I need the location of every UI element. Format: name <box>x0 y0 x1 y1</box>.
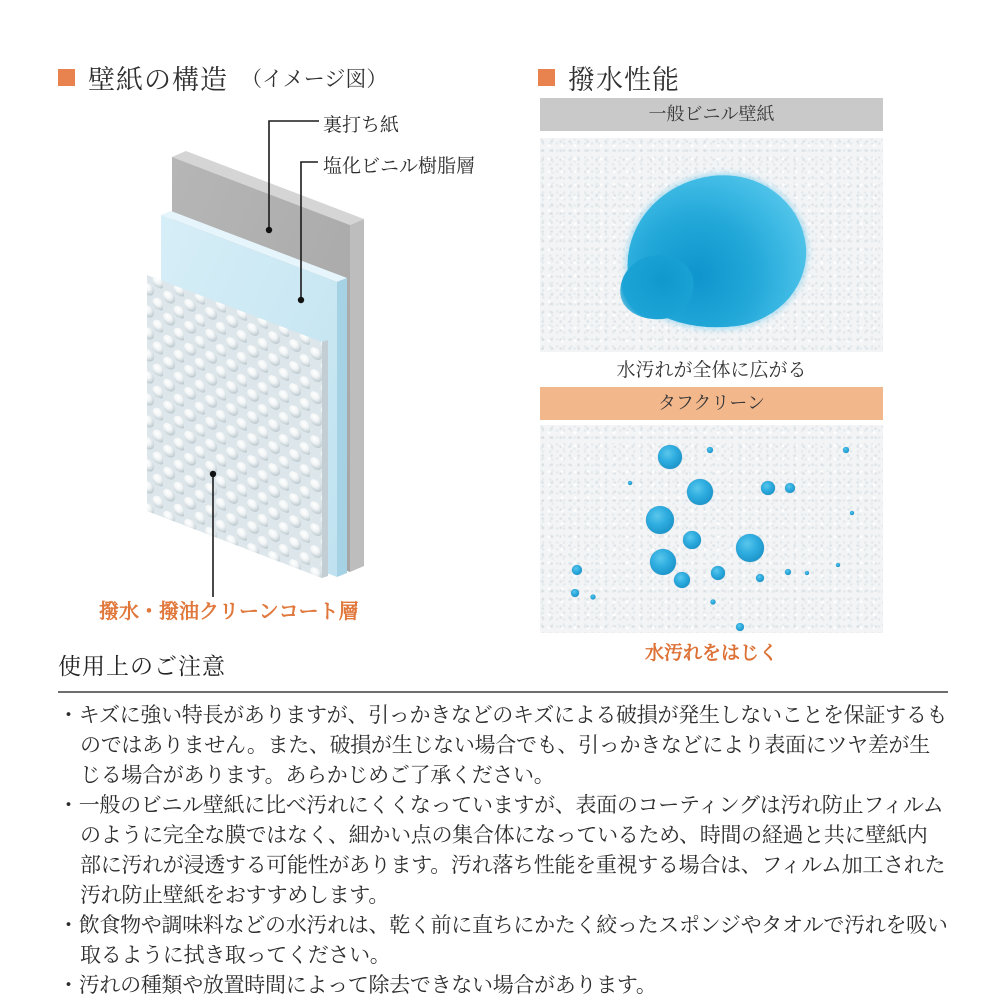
wallpaper-structure-title-text: 壁紙の構造 <box>88 65 228 95</box>
usage-notes-section <box>58 648 948 1000</box>
general-vinyl-caption: 水汚れが全体に広がる <box>616 360 807 381</box>
water-droplets-graphic <box>540 425 883 633</box>
usage-note-item: ・汚れの種類や放置時間によって除去できない場合があります。 <box>58 974 657 997</box>
usage-note-item: ・キズに強い特長がありますが、引っかきなどのキズによる破損が発生しないことを保証するものではありません。また、破損が生じない場合でも、引っかきなどにより表面にツヤ差が生じる場合があります。あらかじめご了承ください。 <box>58 704 948 787</box>
backing-paper-label: 裏打ち紙 <box>323 115 400 136</box>
wallpaper-structure-title-suffix: （イメージ図） <box>241 67 388 91</box>
tough-clean-photo <box>540 425 883 633</box>
water-stain-spread-blob <box>617 166 814 339</box>
tough-clean-caption: 水汚れをはじく <box>644 643 778 664</box>
usage-notes-list <box>58 701 948 1000</box>
wallpaper-structure-title <box>58 58 387 97</box>
general-vinyl-photo <box>540 138 883 352</box>
vinyl-resin-label: 塩化ビニル樹脂層 <box>323 156 476 177</box>
orange-square-bullet-icon <box>538 69 555 86</box>
usage-note-item: ・一般のビニル壁紙に比べ汚れにくくなっていますが、表面のコーティングは汚れ防止フィルムのように完全な膜ではなく、細かい点の集合体になっているため、時間の経過と共に壁紙内部に汚れが浸透する可能性があります。汚れ落ち性能を重視する場合は、フィルム加工された汚れ防止壁紙をおすすめします。 <box>58 794 946 907</box>
usage-notes-heading: 使用上のご注意 <box>58 653 226 679</box>
orange-square-bullet-icon <box>58 69 75 86</box>
heading-divider <box>58 691 948 693</box>
water-repellency-title <box>538 58 680 97</box>
tough-clean-header: タフクリーン <box>540 387 883 420</box>
water-repellency-title-text: 撥水性能 <box>568 65 680 95</box>
usage-note-item: ・飲食物や調味料などの水汚れは、乾く前に直ちにかたく絞ったスポンジやタオルで汚れを吸い取るように拭き取ってください。 <box>58 914 948 967</box>
general-vinyl-header: 一般ビニル壁紙 <box>540 98 883 131</box>
clean-coat-label: 撥水・撥油クリーンコート層 <box>99 601 359 623</box>
